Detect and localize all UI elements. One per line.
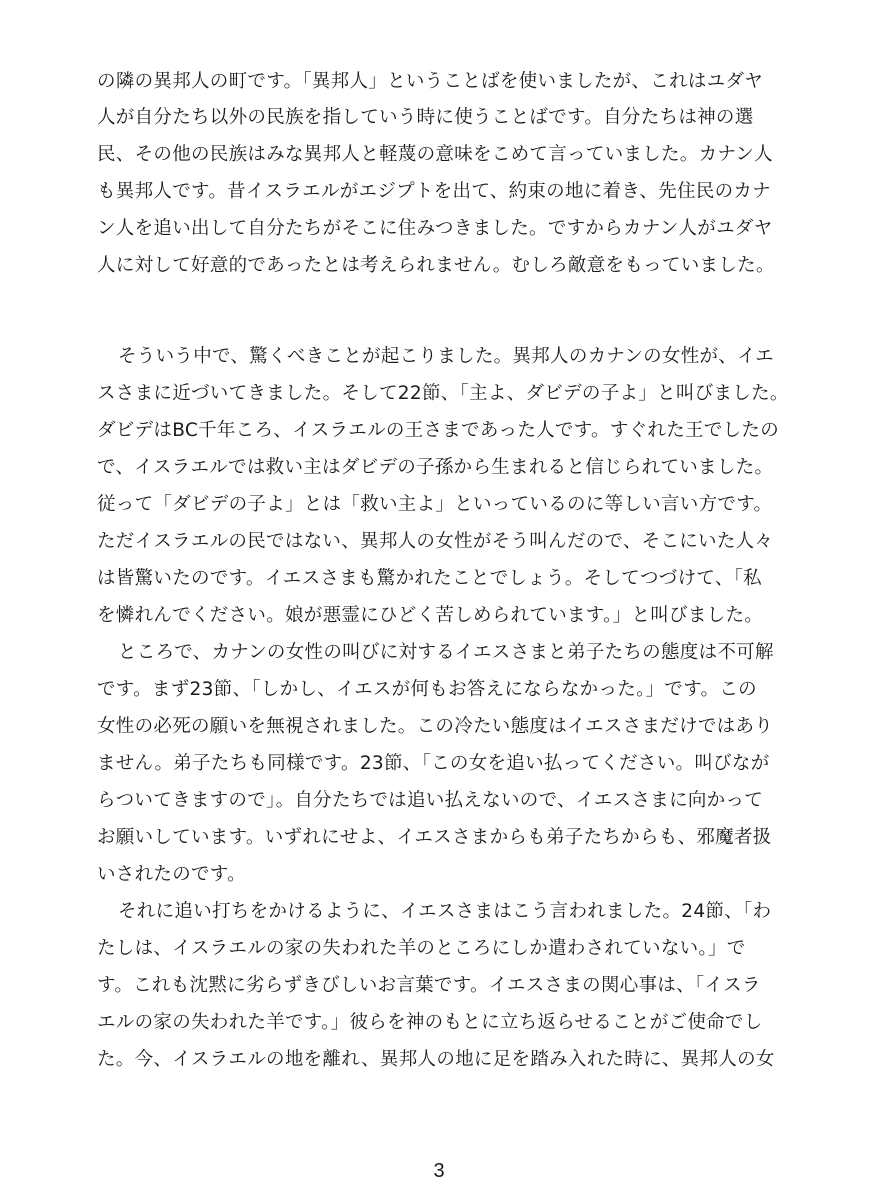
text-line: は皆驚いたのです。イエスさまも驚かれたことでしょう。そしてつづけて、「私	[97, 568, 762, 589]
text-line: ません。弟子たちも同様です。23節、「この女を追い払ってください。叫びなが	[97, 753, 770, 774]
text-line: ン人を追い出して自分たちがそこに住みつきました。ですからカナン人がユダヤ	[97, 218, 773, 239]
text-line: らついてきますので」。自分たちでは追い払えないので、イエスさまに向かって	[97, 790, 764, 811]
text-line: も異邦人です。昔イスラエルがエジプトを出て、約束の地に着き、先住民のカナ	[97, 181, 772, 202]
text-line: 従って「ダビデの子よ」とは「救い主よ」といっているのに等しい言い方です。	[97, 494, 773, 515]
text-line: エルの家の失われた羊です。」彼らを神のもとに立ち返らせることがご使命でし	[97, 1012, 763, 1033]
text-line: それに追い打ちをかけるように、イエスさまはこう言われました。24節、「わ	[118, 901, 772, 922]
text-line: たしは、イスラエルの家の失われた羊のところにしか遣わされていない。」で	[97, 938, 746, 959]
text-line: そういう中で、驚くべきことが起こりました。異邦人のカナンの女性が、イエ	[118, 346, 774, 367]
text-line: です。まず23節、「しかし、イエスが何もお答えにならなかった。」です。この	[97, 679, 757, 700]
text-line: た。今、イスラエルの地を離れ、異邦人の地に足を踏み入れた時に、異邦人の女	[97, 1049, 775, 1070]
page-number: 3	[433, 1160, 445, 1182]
text-line: 人が自分たち以外の民族を指していう時に使うことばです。自分たちは神の選	[97, 107, 754, 128]
text-line: す。これも沈黙に劣らずきびしいお言葉です。イエスさまの関心事は、「イスラ	[97, 975, 761, 996]
text-line: ダビデはBC千年ころ、イスラエルの王さまであった人です。すぐれた王でしたの	[97, 420, 780, 441]
text-line: 女性の必死の願いを無視されました。この冷たい態度はイエスさまだけではあり	[97, 716, 774, 737]
text-line: を憐れんでください。娘が悪霊にひどく苦しめられています。」と叫びました。	[97, 605, 764, 626]
text-line: いされたのです。	[97, 864, 246, 885]
text-line: お願いしています。いずれにせよ、イエスさまからも弟子たちからも、邪魔者扱	[97, 827, 772, 848]
text-line: 人に対して好意的であったとは考えられません。むしろ敵意をもっていました。	[97, 255, 775, 276]
text-line: の隣の異邦人の町です。「異邦人」ということばを使いましたが、これはユダヤ	[97, 71, 764, 92]
text-line: 民、その他の民族はみな異邦人と軽蔑の意味をこめて言っていました。カナン人	[97, 144, 773, 165]
text-line: ところで、カナンの女性の叫びに対するイエスさまと弟子たちの態度は不可解	[118, 642, 774, 663]
text-line: ただイスラエルの民ではない、異邦人の女性がそう叫んだので、そこにいた人々	[97, 531, 774, 552]
text-line: スさまに近づいてきました。そして22節、「主よ、ダビデの子よ」と叫びました。	[97, 383, 789, 404]
text-line: で、イスラエルでは救い主はダビデの子孫から生まれると信じられていました。	[97, 457, 774, 478]
